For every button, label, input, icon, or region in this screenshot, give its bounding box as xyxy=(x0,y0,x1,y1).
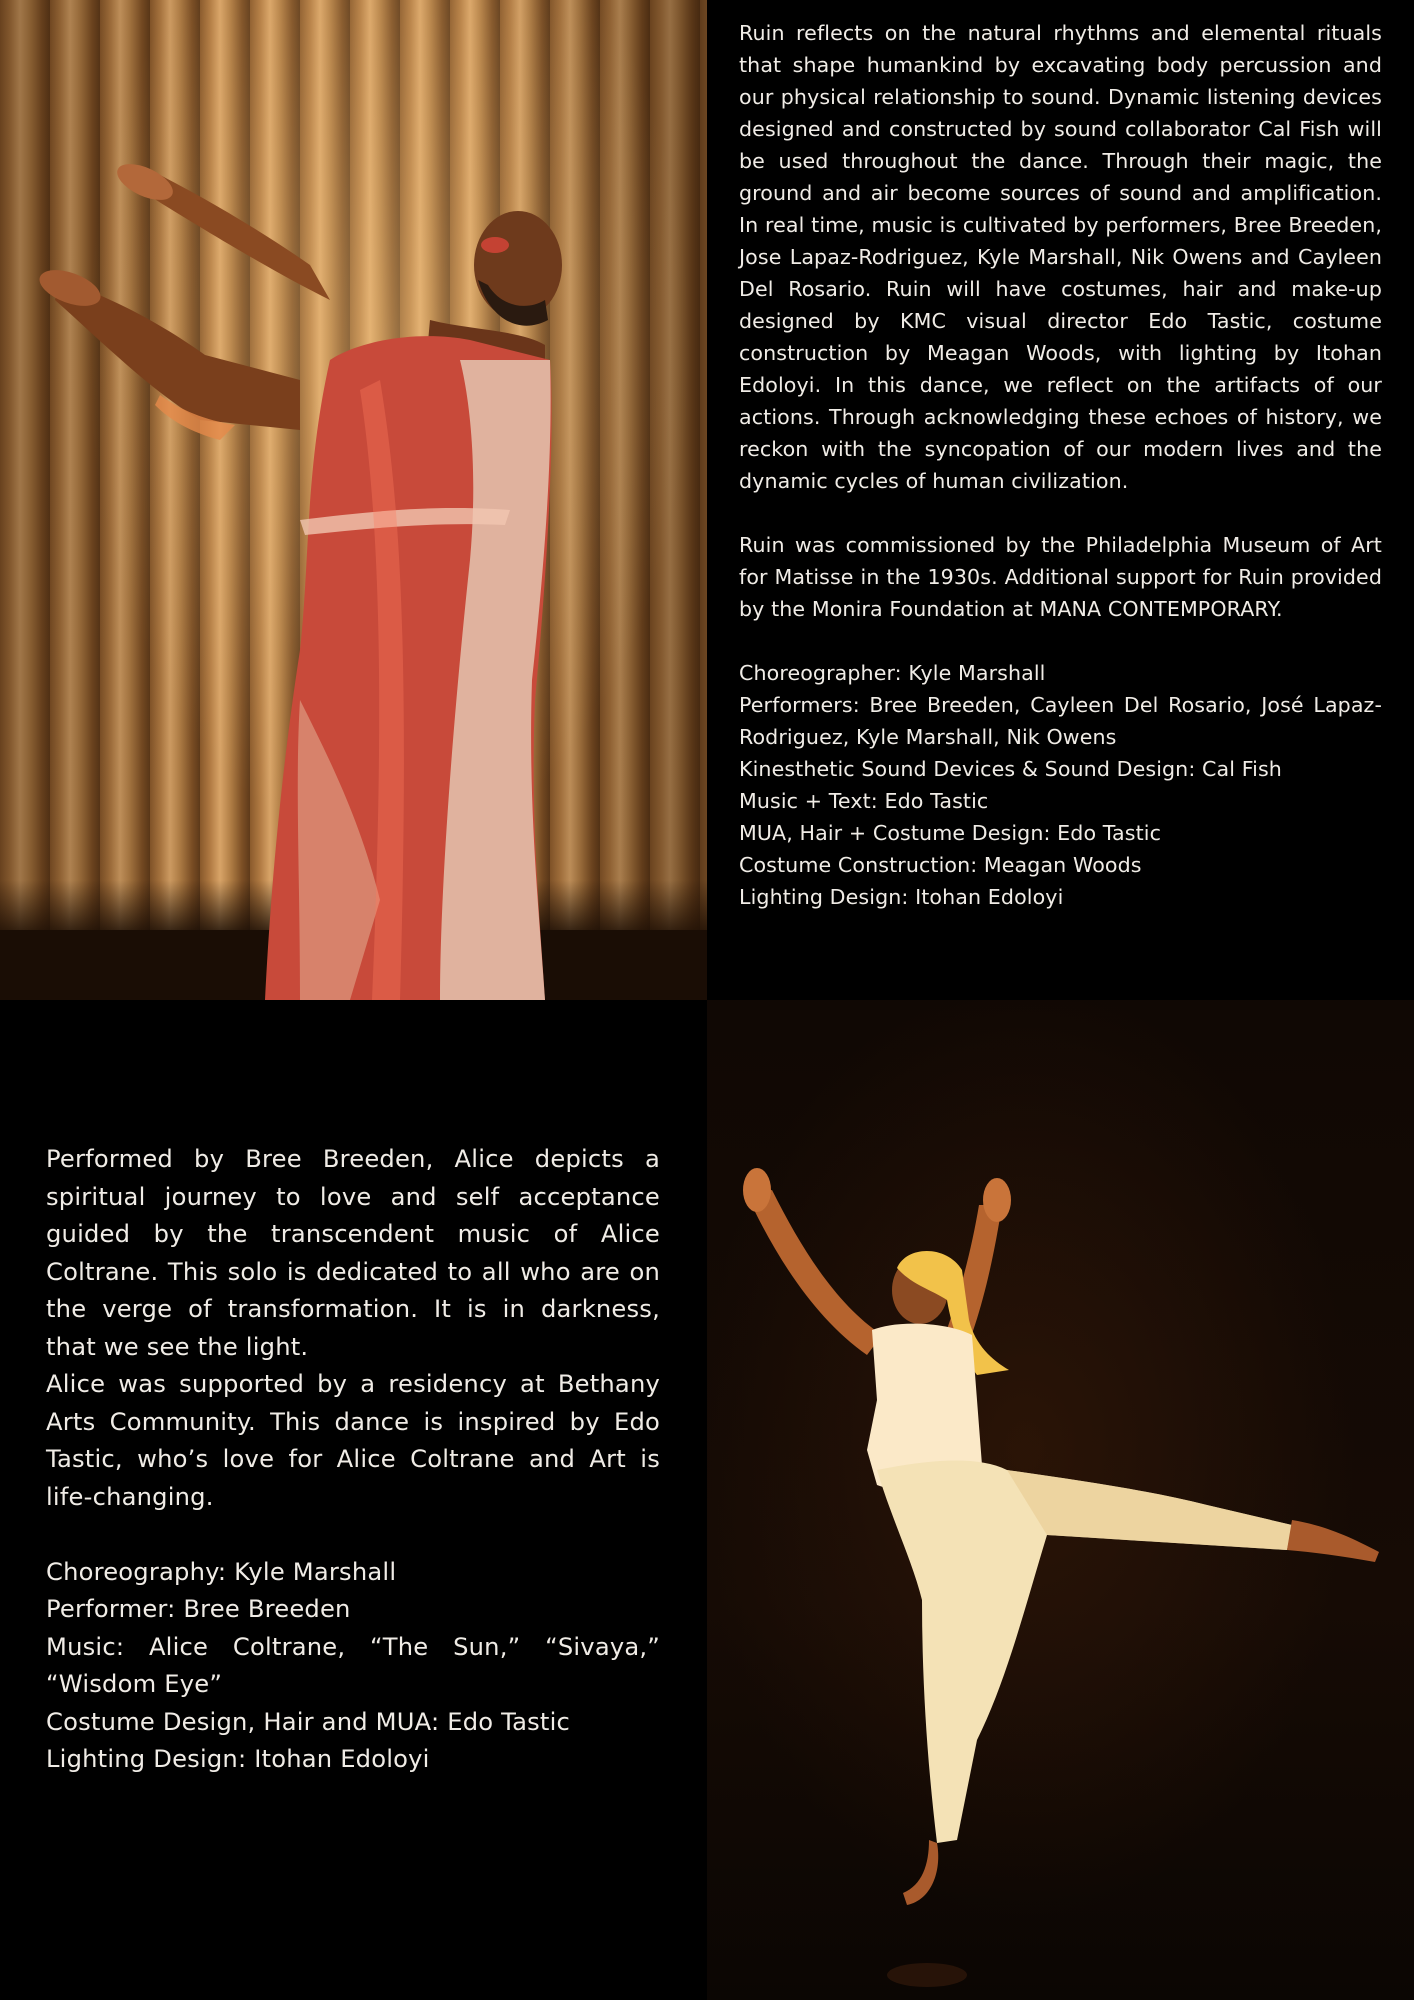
ruin-photo xyxy=(0,0,707,1000)
ruin-credits-list xyxy=(739,657,1382,913)
ruin-credit-item: Costume Construction: Meagan Woods xyxy=(739,853,1142,877)
alice-support-note: Alice was supported by a residency at Bethany Arts Community. This dance is inspired by Edo Tastic, who’s love for Alice Coltrane and Art is life-changing. xyxy=(46,1370,660,1511)
alice-photo xyxy=(707,1000,1414,2000)
alice-credit-item: Music: Alice Coltrane, “The Sun,” “Sivaya,” “Wisdom Eye” xyxy=(46,1632,660,1698)
alice-credit-item: Performer: Bree Breeden xyxy=(46,1595,351,1623)
ruin-description: Ruin reflects on the natural rhythms and elemental rituals that shape humankind by excavating body percussion and our physical relationship to sound. Dynamic listening devices designed and constructed by sound collaborator Cal Fish will be used throughout the dance. Through their magic, the ground and air become sources of sound and amplification. In real time, music is cultivated by performers, Bree Breeden, Jose Lapaz-Rodriguez, Kyle Marshall, Nik Owens and Cayleen Del Rosario. Ruin will have costumes, hair and make-up designed by KMC visual director Edo Tastic, costume construction by Meagan Woods, with lighting by Itohan Edoloyi. In this dance, we reflect on the artifacts of our actions. Through acknowledging these echoes of history, we reckon with the syncopation of our modern lives and the dynamic cycles of human civilization. xyxy=(739,21,1382,493)
alice-text-block xyxy=(46,1141,660,1779)
paragraph-spacer xyxy=(46,1516,660,1554)
ruin-commission-note: Ruin was commissioned by the Philadelphia Museum of Art for Matisse in the 1930s. Additional support for Ruin provided by the Monira Foundation at MANA CONTEMPORARY. xyxy=(739,533,1382,621)
paragraph-spacer xyxy=(739,625,1382,657)
alice-description: Performed by Bree Breeden, Alice depicts a spiritual journey to love and self acceptance guided by the transcendent music of Alice Coltrane. This solo is dedicated to all who are on the verge of transformation. It is in darkness, that we see the light. xyxy=(46,1145,660,1361)
ruin-credit-item: Music + Text: Edo Tastic xyxy=(739,789,989,813)
ruin-credit-item: MUA, Hair + Costume Design: Edo Tastic xyxy=(739,821,1162,845)
ruin-credit-item: Lighting Design: Itohan Edoloyi xyxy=(739,885,1064,909)
paragraph-spacer xyxy=(739,497,1382,529)
alice-credit-item: Costume Design, Hair and MUA: Edo Tastic xyxy=(46,1707,571,1736)
ruin-credit-item: Choreographer: Kyle Marshall xyxy=(739,661,1046,685)
ruin-dancer-illustration xyxy=(0,0,707,1000)
alice-credit-item: Lighting Design: Itohan Edoloyi xyxy=(46,1745,430,1773)
alice-credit-item: Choreography: Kyle Marshall xyxy=(46,1557,397,1586)
ruin-credit-item: Kinesthetic Sound Devices & Sound Design: Cal Fish xyxy=(739,757,1282,781)
alice-dancer-illustration xyxy=(707,1000,1414,2000)
ruin-credit-item: Performers: Bree Breeden, Cayleen Del Rosario, José Lapaz-Rodriguez, Kyle Marshall, Nik Owens xyxy=(739,693,1382,749)
alice-credits-list xyxy=(46,1554,660,1779)
ruin-text-block xyxy=(739,17,1382,913)
